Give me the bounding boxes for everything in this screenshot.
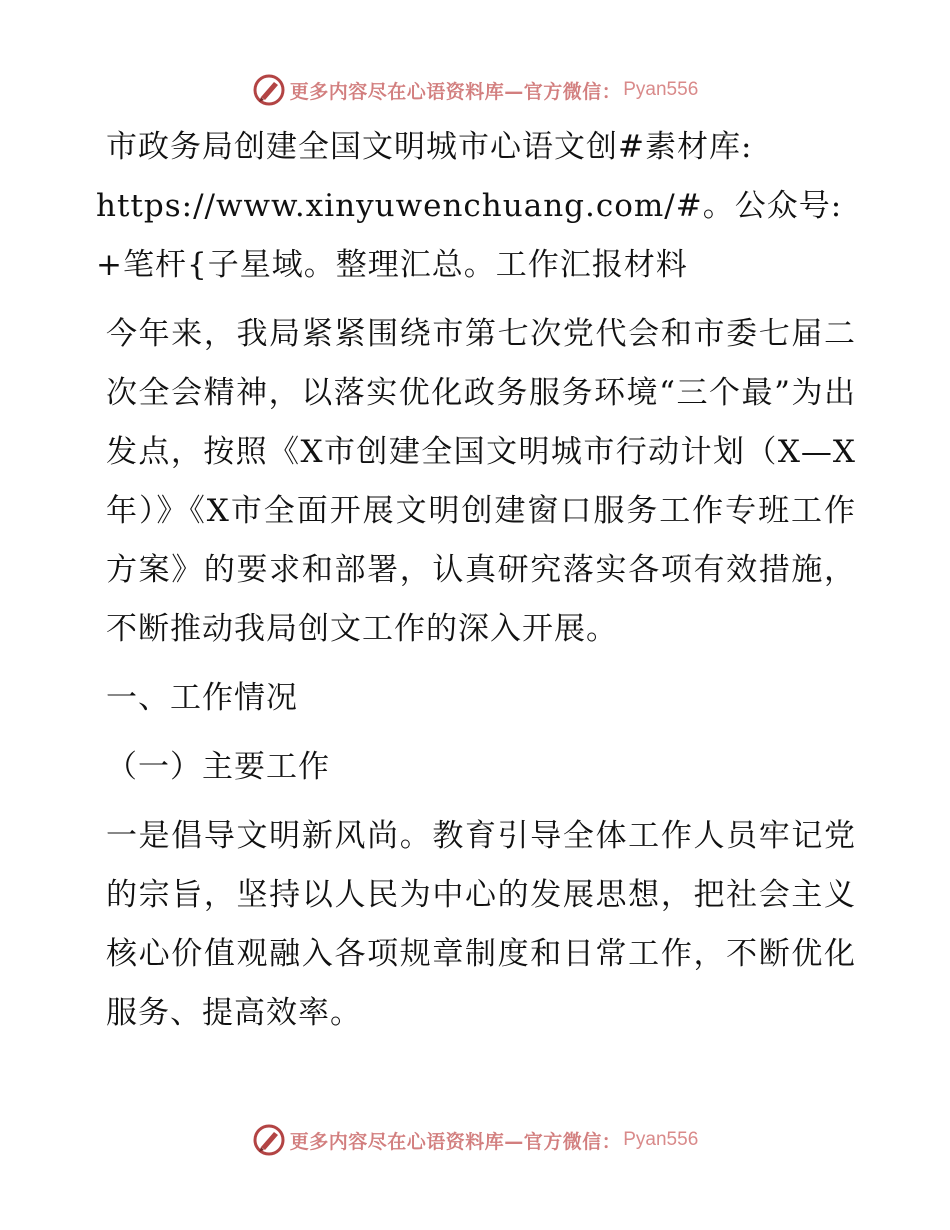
pen-logo-icon [252, 1123, 286, 1157]
header-line-3: +笔杆{子星域。整理汇总。工作汇报材料 [96, 247, 688, 283]
item-paragraph: 一是倡导文明新风尚。教育引导全体工作人员牢记党的宗旨，坚持以人民为中心的发展思想，把社会主义核心价值观融入各项规章制度和日常工作，不断优化服务、提高效率。 [106, 818, 856, 1031]
banner-text: 更多内容尽在心语资料库—官方微信： [289, 80, 622, 103]
banner-text: 更多内容尽在心语资料库—官方微信： [289, 1130, 622, 1153]
banner-wechat-id: Pyan556 [623, 1129, 699, 1150]
section-heading: 一、工作情况 [106, 680, 298, 716]
subsection-heading: （一）主要工作 [106, 749, 330, 785]
intro-paragraph: 今年来，我局紧紧围绕市第七次党代会和市委七届二次全会精神，以落实优化政务服务环境“三个最”为出发点，按照《X市创建全国文明城市行动计划（X—X年）》《X市全面开展文明创建窗口服务工作专班工作方案》的要求和部署，认真研究落实各项有效措施，不断推动我局创文工作的深入开展。 [106, 316, 856, 647]
watermark-banner-top [0, 70, 950, 110]
header-line-1: 市政务局创建全国文明城市心语文创#素材库: [106, 129, 753, 165]
header-line-2: https://www.xinyuwenchuang.com/#。公众号: [96, 188, 843, 224]
pen-logo-icon [252, 73, 286, 107]
document-body [96, 118, 856, 1043]
banner-wechat-id: Pyan556 [623, 79, 699, 100]
watermark-banner-bottom [0, 1120, 950, 1160]
